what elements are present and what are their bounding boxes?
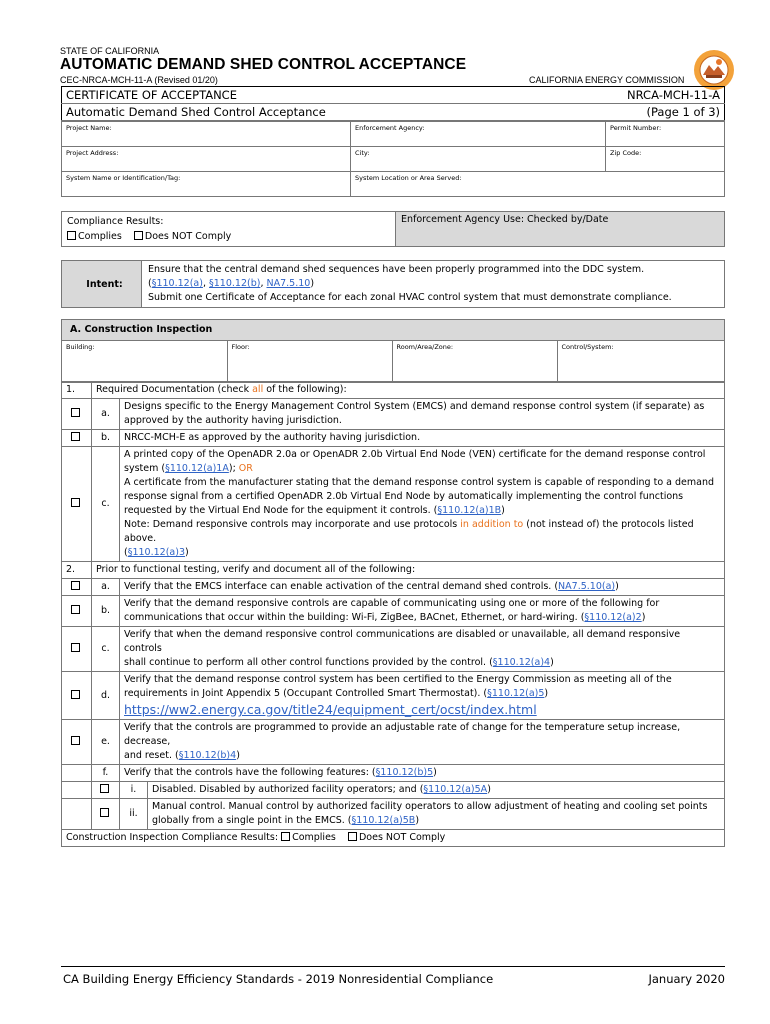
construction-results-row — [62, 830, 725, 847]
item-2f-i-label: i. — [120, 782, 148, 799]
building-field[interactable] — [62, 341, 227, 382]
item-2f-ii-checkbox[interactable] — [100, 808, 109, 817]
footer-date: January 2020 — [648, 972, 725, 986]
or-emphasis: OR — [238, 463, 253, 474]
construction-not-comply-label: Does NOT Comply — [358, 832, 446, 843]
cert-title: CERTIFICATE OF ACCEPTANCE — [62, 87, 543, 104]
ref-110-12a1b-link[interactable]: §110.12(a)1B — [437, 505, 502, 516]
footer-rule — [61, 966, 725, 967]
item-1c-text: A printed copy of the OpenADR 2.0a or OpenADR 2.0b Virtual End Node (VEN) certificate for the demand response control system (§110.12(a)1A); OR A certificate from the manufacturer stating that the demand response control system is capable of responding to a demand response signal from a certified OpenADR 2.0b Virtual End Node by automatically implementing the control functions requested by the Virtual End Node for the equipment it controls. (§110.12(a)1B) Note: Demand responsive controls may incorporate and use protocols in addition to (not instead of) the protocols listed above. (§110.12(a)3) — [120, 447, 725, 562]
control-system-label: Control/System: — [561, 343, 614, 351]
room-field[interactable] — [392, 341, 557, 382]
construction-complies-label: Complies — [292, 832, 336, 843]
ref-110-12a5b-link[interactable]: §110.12(a)5B — [351, 815, 416, 826]
footer-standards: CA Building Energy Efficiency Standards - 2019 Nonresidential Compliance — [63, 972, 494, 986]
construction-not-comply-checkbox[interactable] — [348, 832, 357, 841]
item-2e-checkbox-cell[interactable] — [62, 720, 92, 765]
not-comply-label: Does NOT Comply — [144, 231, 232, 242]
item-1c-label: c. — [92, 447, 120, 562]
item-1a-label: a. — [92, 399, 120, 430]
item-1-text: Required Documentation (check all of the following): — [92, 382, 725, 399]
system-name-field[interactable] — [62, 172, 351, 197]
ref-110-12a3-link[interactable]: §110.12(a)3 — [127, 547, 185, 558]
control-system-field[interactable] — [557, 341, 724, 382]
item-2a-text: Verify that the EMCS interface can enable activation of the central demand shed controls. (NA7.5.10(a)) — [120, 579, 725, 596]
item-2a-checkbox-cell[interactable] — [62, 579, 92, 596]
city-label: City: — [355, 149, 370, 157]
project-address-field[interactable] — [62, 147, 351, 172]
permit-number-field[interactable] — [606, 122, 725, 147]
city-field[interactable] — [351, 147, 606, 172]
item-2d-label: d. — [92, 672, 120, 720]
item-2b-checkbox[interactable] — [71, 605, 80, 614]
item-2d-text: Verify that the demand response control system has been certified to the Energy Commission as meeting all of the requirements in Joint Appendix 5 (Occupant Controlled Smart Thermostat). (§110.12(a)5) https://ww2.energy.ca.gov/title24/equipment_cert/ocst/index.html — [120, 672, 725, 720]
item-2f-text: Verify that the controls have the following features: (§110.12(b)5) — [120, 765, 725, 782]
construction-complies-checkbox[interactable] — [281, 832, 290, 841]
compliance-results-box — [62, 212, 396, 247]
enforcement-agency-field[interactable] — [351, 122, 606, 147]
item-2f-label: f. — [92, 765, 120, 782]
item-1b-text: NRCC-MCH-E as approved by the authority having jurisdiction. — [120, 430, 725, 447]
item-1b-checkbox[interactable] — [71, 432, 80, 441]
item-1c-checkbox[interactable] — [71, 498, 80, 507]
item-2e-checkbox[interactable] — [71, 736, 80, 745]
item-1a-checkbox[interactable] — [71, 408, 80, 417]
enforcement-use-box[interactable] — [396, 212, 725, 247]
cec-seal-logo — [693, 49, 735, 91]
item-2c-label: c. — [92, 627, 120, 672]
building-label: Building: — [66, 343, 95, 351]
zip-label: Zip Code: — [610, 149, 642, 157]
item-1b-label: b. — [92, 430, 120, 447]
permit-number-label: Permit Number: — [610, 124, 662, 132]
form-id: CEC-NRCA-MCH-11-A (Revised 01/20) — [60, 75, 218, 85]
complies-label: Complies — [78, 231, 122, 242]
ocst-url-link[interactable]: https://ww2.energy.ca.gov/title24/equipment_cert/ocst/index.html — [124, 702, 537, 717]
in-addition-emphasis: in addition to — [460, 519, 524, 530]
item-1c-checkbox-cell[interactable] — [62, 447, 92, 562]
item-2f-i-checkbox-cell[interactable] — [92, 782, 120, 799]
ref-110-12b5-link[interactable]: §110.12(b)5 — [375, 767, 434, 778]
complies-checkbox[interactable] — [67, 231, 76, 240]
cert-code: NRCA-MCH-11-A — [543, 87, 725, 104]
item-2b-label: b. — [92, 596, 120, 627]
form-title: AUTOMATIC DEMAND SHED CONTROL ACCEPTANCE — [60, 56, 467, 73]
enforcement-agency-label: Enforcement Agency: — [355, 124, 425, 132]
item-2f-i-blank — [62, 782, 92, 799]
item-2d-checkbox-cell[interactable] — [62, 672, 92, 720]
item-2-number: 2. — [62, 562, 92, 579]
ref-110-12a5-link[interactable]: §110.12(a)5 — [487, 688, 545, 699]
item-2b-text: Verify that the demand responsive controls are capable of communicating using one or more of the following for communications that occur within the building: Wi-Fi, ZigBee, BACnet, Ethernet, or hard-wiring. (§110.12(a)2) — [120, 596, 725, 627]
cert-subtitle: Automatic Demand Shed Control Acceptance — [62, 104, 543, 121]
item-2c-checkbox[interactable] — [71, 643, 80, 652]
item-2f-i-checkbox[interactable] — [100, 784, 109, 793]
page-number: (Page 1 of 3) — [543, 104, 725, 121]
ref-110-12b4-link[interactable]: §110.12(b)4 — [178, 750, 237, 761]
intent-line-3: Submit one Certificate of Acceptance for each zonal HVAC control system that must demonstrate compliance. — [148, 292, 672, 303]
item-2f-ii-blank — [62, 799, 92, 830]
item-2f-i-text: Disabled. Disabled by authorized facility operators; and (§110.12(a)5A) — [148, 782, 725, 799]
ref-110-12a5a-link[interactable]: §110.12(a)5A — [423, 784, 488, 795]
not-comply-checkbox[interactable] — [134, 231, 143, 240]
ref-na7-5-10a-link[interactable]: NA7.5.10(a) — [558, 581, 616, 592]
ref-110-12a1a-link[interactable]: §110.12(a)1A — [165, 463, 229, 474]
state-label: STATE OF CALIFORNIA — [60, 46, 160, 56]
item-1-number: 1. — [62, 382, 92, 399]
compliance-results-label: Compliance Results: — [67, 216, 164, 227]
item-2a-label: a. — [92, 579, 120, 596]
item-1a-checkbox-cell[interactable] — [62, 399, 92, 430]
system-location-field[interactable] — [351, 172, 725, 197]
agency-name: CALIFORNIA ENERGY COMMISSION — [529, 75, 685, 85]
ref-110-12a2-link[interactable]: §110.12(a)2 — [584, 612, 642, 623]
enforcement-use-label: Enforcement Agency Use: Checked by/Date — [401, 214, 609, 225]
project-name-field[interactable] — [62, 122, 351, 147]
floor-field[interactable] — [227, 341, 392, 382]
item-2c-text: Verify that when the demand responsive control communications are disabled or unavailable, all demand responsive controls shall continue to perform all other control functions provided by the control. (§110.12(a)4) — [120, 627, 725, 672]
item-2f-ii-checkbox-cell[interactable] — [92, 799, 120, 830]
zip-field[interactable] — [606, 147, 725, 172]
project-address-label: Project Address: — [66, 149, 119, 157]
intent-line-1: Ensure that the central demand shed sequences have been properly programmed into the DDC system. — [148, 264, 645, 275]
intent-label: Intent: — [62, 261, 142, 308]
system-name-label: System Name or Identification/Tag: — [66, 174, 181, 182]
item-2-text: Prior to functional testing, verify and document all of the following: — [92, 562, 725, 579]
construction-results-label: Construction Inspection Compliance Results: — [66, 832, 282, 843]
ref-na7-5-10-link[interactable]: NA7.5.10 — [266, 278, 311, 289]
item-2c-checkbox-cell[interactable] — [62, 627, 92, 672]
ref-110-12a-link[interactable]: §110.12(a) — [151, 278, 203, 289]
item-2a-checkbox[interactable] — [71, 581, 80, 590]
item-1b-checkbox-cell[interactable] — [62, 430, 92, 447]
system-location-label: System Location or Area Served: — [355, 174, 462, 182]
ref-110-12a4-link[interactable]: §110.12(a)4 — [492, 657, 551, 668]
section-a-title: A. Construction Inspection — [62, 320, 724, 341]
item-2f-ii-text: Manual control. Manual control by authorized facility operators to allow adjustment of heating and cooling set points globally from a single point in the EMCS. (§110.12(a)5B) — [148, 799, 725, 830]
item-2f-blank — [62, 765, 92, 782]
all-emphasis: all — [252, 384, 264, 395]
intent-line-2: (§110.12(a), §110.12(b), NA7.5.10) — [148, 278, 315, 289]
item-2d-checkbox[interactable] — [71, 690, 80, 699]
item-2f-ii-label: ii. — [120, 799, 148, 830]
item-2b-checkbox-cell[interactable] — [62, 596, 92, 627]
floor-label: Floor: — [231, 343, 250, 351]
item-2e-label: e. — [92, 720, 120, 765]
item-2e-text: Verify that the controls are programmed to provide an adjustable rate of change for the temperature setup increase, decrease, and reset. (§110.12(b)4) — [120, 720, 725, 765]
project-name-label: Project Name: — [66, 124, 112, 132]
ref-110-12b-link[interactable]: §110.12(b) — [209, 278, 261, 289]
intent-text — [142, 261, 725, 308]
item-1a-text: Designs specific to the Energy Management Control System (EMCS) and demand response control system (if separate) as approved by the authority having jurisdiction. — [120, 399, 725, 430]
room-label: Room/Area/Zone: — [396, 343, 454, 351]
